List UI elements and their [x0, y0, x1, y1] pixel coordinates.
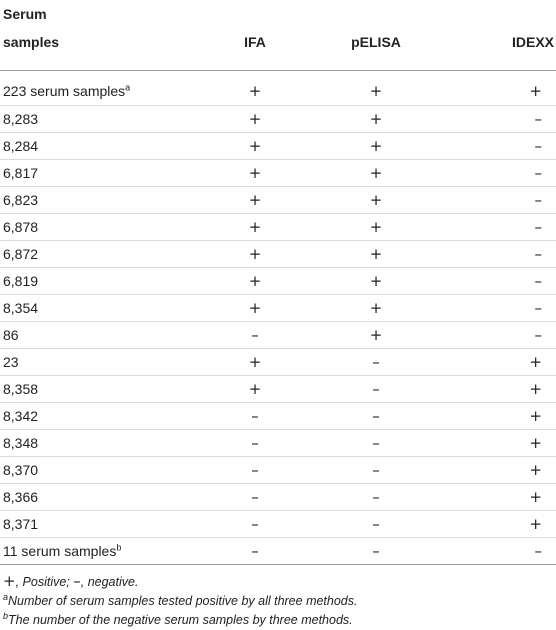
cell-pelisa: –	[310, 457, 442, 484]
cell-idexx: +	[442, 71, 556, 106]
table-row	[0, 214, 556, 241]
cell-idexx: –	[442, 160, 556, 187]
table-row	[0, 349, 556, 376]
cell-sample: 6,823	[0, 187, 200, 214]
cell-pelisa: –	[310, 538, 442, 565]
cell-sample: 8,283	[0, 106, 200, 133]
table-body	[0, 71, 556, 565]
cell-idexx: –	[442, 106, 556, 133]
table-row	[0, 133, 556, 160]
cell-sample: 8,371	[0, 511, 200, 538]
table-row	[0, 538, 556, 565]
footnote-a: $^a$Number of serum samples tested positive by all three methods.	[3, 591, 358, 608]
table-row	[0, 106, 556, 133]
cell-idexx: –	[442, 214, 556, 241]
cell-sample: 6,878	[0, 214, 200, 241]
cell-idexx: –	[442, 268, 556, 295]
table-row	[0, 457, 556, 484]
cell-ifa: –	[200, 511, 310, 538]
cell-sample: 8,354	[0, 295, 200, 322]
cell-pelisa: +	[310, 106, 442, 133]
cell-sample: 8,366	[0, 484, 200, 511]
cell-sample: 8,348	[0, 430, 200, 457]
header-serum-samples: Serum samples	[0, 0, 200, 71]
cell-ifa: –	[200, 484, 310, 511]
cell-pelisa: +	[310, 241, 442, 268]
cell-ifa: +	[200, 295, 310, 322]
table-row	[0, 376, 556, 403]
cell-ifa: +	[200, 187, 310, 214]
cell-ifa: –	[200, 457, 310, 484]
table-row	[0, 403, 556, 430]
cell-sample: 223 serum samples$^a$	[0, 71, 200, 106]
table-row	[0, 322, 556, 349]
cell-ifa: +	[200, 268, 310, 295]
cell-ifa: +	[200, 106, 310, 133]
table-header	[0, 0, 556, 71]
cell-pelisa: –	[310, 349, 442, 376]
table-footnotes	[3, 572, 357, 630]
cell-ifa: –	[200, 538, 310, 565]
cell-ifa: +	[200, 160, 310, 187]
cell-pelisa: –	[310, 511, 442, 538]
cell-idexx: +	[442, 403, 556, 430]
cell-idexx: –	[442, 538, 556, 565]
cell-idexx: +	[442, 457, 556, 484]
cell-sample: 23	[0, 349, 200, 376]
header-pelisa: pELISA	[310, 0, 442, 71]
cell-idexx: –	[442, 187, 556, 214]
cell-sample: 11 serum samples$^b$	[0, 538, 200, 565]
table-row	[0, 484, 556, 511]
table-row	[0, 511, 556, 538]
cell-idexx: +	[442, 349, 556, 376]
cell-pelisa: –	[310, 376, 442, 403]
cell-pelisa: +	[310, 160, 442, 187]
header-ifa: IFA	[200, 0, 310, 71]
cell-sample: 6,817	[0, 160, 200, 187]
cell-idexx: +	[442, 484, 556, 511]
cell-ifa: +	[200, 133, 310, 160]
cell-ifa: +	[200, 349, 310, 376]
cell-pelisa: +	[310, 295, 442, 322]
cell-ifa: +	[200, 214, 310, 241]
cell-idexx: –	[442, 295, 556, 322]
table-row	[0, 241, 556, 268]
footnote-b: $^b$The number of the negative serum samples by three methods.	[3, 610, 353, 627]
cell-sample: 8,370	[0, 457, 200, 484]
cell-ifa: +	[200, 376, 310, 403]
cell-sample: 6,872	[0, 241, 200, 268]
table-row	[0, 160, 556, 187]
cell-idexx: +	[442, 376, 556, 403]
cell-pelisa: +	[310, 133, 442, 160]
cell-pelisa: +	[310, 214, 442, 241]
cell-ifa: +	[200, 71, 310, 106]
cell-idexx: +	[442, 511, 556, 538]
table-row	[0, 71, 556, 106]
cell-ifa: –	[200, 430, 310, 457]
cell-sample: 86	[0, 322, 200, 349]
cell-pelisa: –	[310, 484, 442, 511]
cell-pelisa: +	[310, 71, 442, 106]
cell-sample: 8,358	[0, 376, 200, 403]
cell-sample: 8,342	[0, 403, 200, 430]
cell-idexx: –	[442, 241, 556, 268]
header-row	[0, 0, 556, 71]
cell-pelisa: –	[310, 403, 442, 430]
table-row	[0, 268, 556, 295]
cell-ifa: +	[200, 241, 310, 268]
cell-pelisa: +	[310, 268, 442, 295]
cell-ifa: –	[200, 403, 310, 430]
cell-idexx: –	[442, 322, 556, 349]
cell-pelisa: +	[310, 187, 442, 214]
cell-idexx: +	[442, 430, 556, 457]
cell-ifa: –	[200, 322, 310, 349]
header-idexx: IDEXX	[442, 0, 556, 71]
footnote-legend: +, Positive; –, negative.	[3, 572, 139, 590]
cell-sample: 6,819	[0, 268, 200, 295]
table-row	[0, 430, 556, 457]
table-row	[0, 187, 556, 214]
cell-pelisa: +	[310, 322, 442, 349]
cell-sample: 8,284	[0, 133, 200, 160]
table-row	[0, 295, 556, 322]
cell-pelisa: –	[310, 430, 442, 457]
cell-idexx: –	[442, 133, 556, 160]
